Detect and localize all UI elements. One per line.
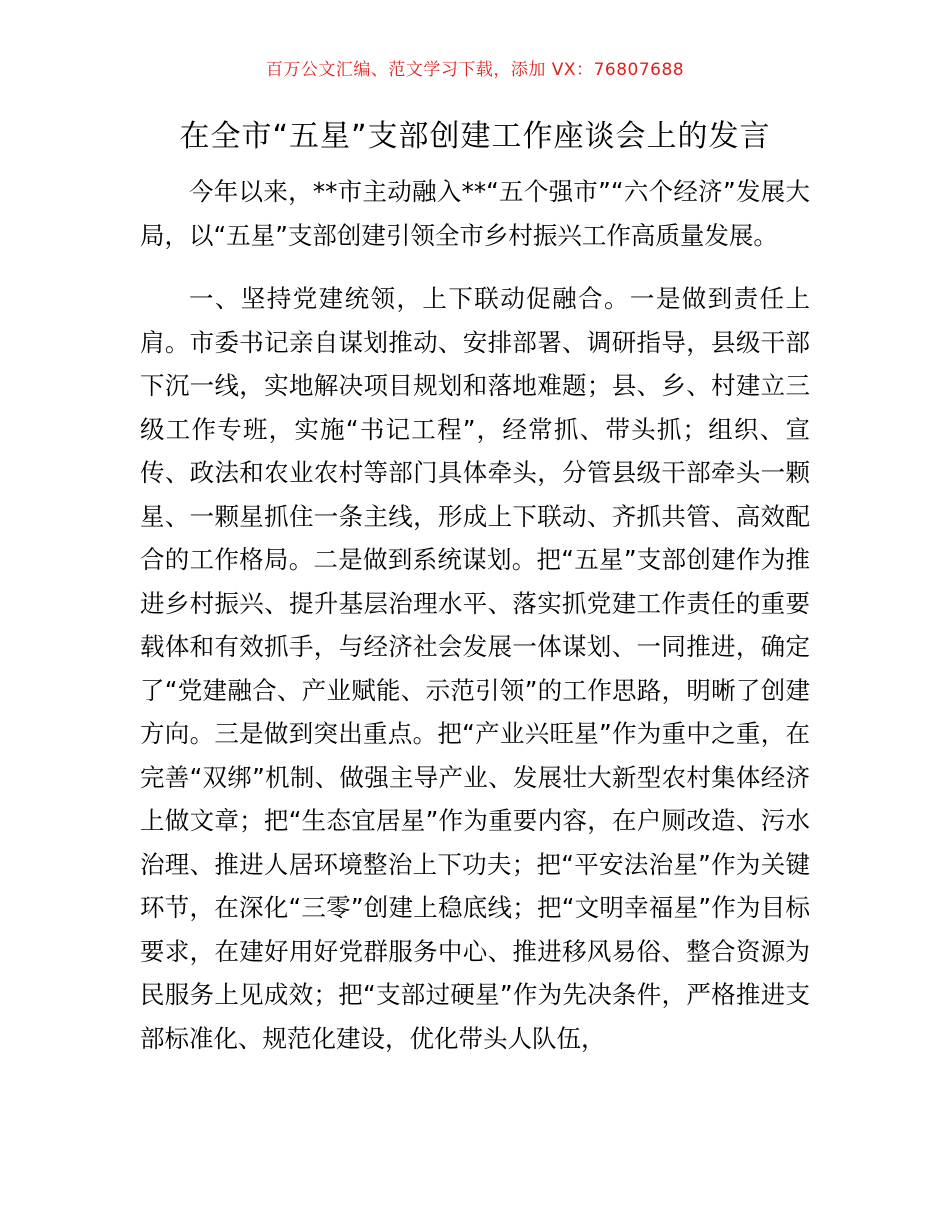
document-body <box>140 170 810 1060</box>
download-watermark-note: 百万公文汇编、范文学习下载，添加 VX：76807688 <box>265 60 685 80</box>
paragraph-section-one: 一、坚持党建统领，上下联动促融合。一是做到责任上肩。市委书记亲自谋划推动、安排部署、调研指导，县级干部下沉一线，实地解决项目规划和落地难题；县、乡、村建立三级工作专班，实施“书记工程”，经常抓、带头抓；组织、宣传、政法和农业农村等部门具体牵头，分管县级干部牵头一颗星、一颗星抓住一条主线，形成上下联动、齐抓共管、高效配合的工作格局。二是做到系统谋划。把“五星”支部创建作为推进乡村振兴、提升基层治理水平、落实抓党建工作责任的重要载体和有效抓手，与经济社会发展一体谋划、一同推进，确定了“党建融合、产业赋能、示范引领”的工作思路，明晰了创建方向。三是做到突出重点。把“产业兴旺星”作为重中之重，在完善“双绑”机制、做强主导产业、发展壮大新型农村集体经济上做文章；把“生态宜居星”作为重要内容，在户厕改造、污水治理、推进人居环境整治上下功夫；把“平安法治星”作为关键环节，在深化“三零”创建上稳底线；把“文明幸福星”作为目标要求，在建好用好党群服务中心、推进移风易俗、整合资源为民服务上见成效；把“支部过硬星”作为先决条件，严格推进支部标准化、规范化建设，优化带头人队伍， <box>140 284 810 1053</box>
paragraph-intro: 今年以来，**市主动融入**“五个强市”“六个经济”发展大局，以“五星”支部创建引领全市乡村振兴工作高质量发展。 <box>140 177 810 250</box>
document-title: 在全市“五星”支部创建工作座谈会上的发言 <box>179 119 771 154</box>
